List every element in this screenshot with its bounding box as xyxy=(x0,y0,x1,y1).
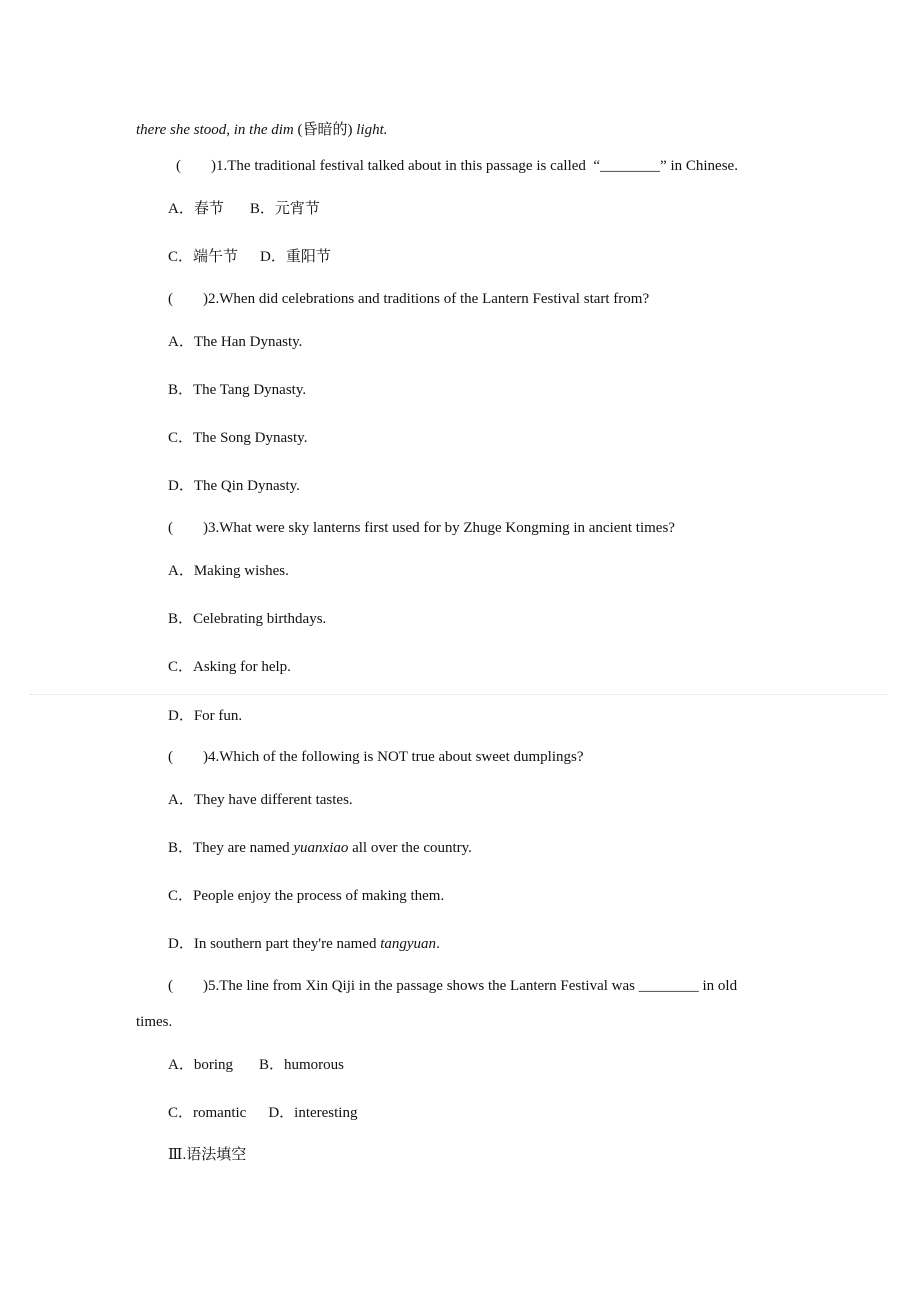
page-break xyxy=(30,694,888,695)
option-text: all over the country. xyxy=(348,840,472,856)
option-b: B．The Tang Dynasty. xyxy=(168,382,307,398)
options-cd xyxy=(168,1104,357,1122)
option-b xyxy=(168,839,472,857)
answer-blank: ( ) xyxy=(168,978,208,994)
question-2 xyxy=(168,290,649,308)
question-3 xyxy=(168,519,675,537)
option-a: A．boring xyxy=(168,1057,233,1073)
answer-blank: ( ) xyxy=(176,158,216,174)
question-text: 1.The traditional festival talked about in this passage is called “________” in Chinese. xyxy=(216,158,738,174)
option-text: . xyxy=(436,936,440,952)
option-a: A．The Han Dynasty. xyxy=(168,334,303,350)
option-c: C．romantic xyxy=(168,1105,247,1121)
option-c: C．The Song Dynasty. xyxy=(168,430,308,446)
option-d: D．重阳节 xyxy=(260,249,331,265)
option-c: C．端午节 xyxy=(168,249,239,265)
option-a: A．春节 xyxy=(168,201,224,217)
options-ab xyxy=(168,1056,344,1074)
italic-term: yuanxiao xyxy=(293,840,349,856)
question-text: 5.The line from Xin Qiji in the passage shows the Lantern Festival was ________ in old xyxy=(208,978,738,994)
options-ab xyxy=(168,200,320,218)
gloss: (昏暗的) xyxy=(297,122,357,138)
option-b: B．humorous xyxy=(259,1057,345,1073)
option-text: D．In southern part they're named xyxy=(168,936,381,952)
option-text: B．They are named xyxy=(168,840,294,856)
italic-term: tangyuan xyxy=(380,936,437,952)
question-5 xyxy=(168,977,737,995)
question-4 xyxy=(168,748,584,766)
option-d: D．interesting xyxy=(268,1105,358,1121)
intro-end: light. xyxy=(356,122,388,138)
option-d: D．The Qin Dynasty. xyxy=(168,478,300,494)
question-text: 2.When did celebrations and traditions of the Lantern Festival start from? xyxy=(208,291,650,307)
question-1 xyxy=(176,157,738,175)
answer-blank: ( ) xyxy=(168,749,208,765)
option-a: A．Making wishes. xyxy=(168,563,289,579)
question-text: 4.Which of the following is NOT true about sweet dumplings? xyxy=(208,749,584,765)
intro-text: there she stood, in the dim xyxy=(136,122,298,138)
option-d: D．For fun. xyxy=(168,708,243,724)
option-b: B．Celebrating birthdays. xyxy=(168,611,327,627)
question-text-continued: times. xyxy=(136,1014,173,1030)
option-d xyxy=(168,935,440,953)
intro-line xyxy=(136,121,388,139)
answer-blank: ( ) xyxy=(168,291,208,307)
section-heading: Ⅲ.语法填空 xyxy=(168,1147,247,1163)
option-b: B．元宵节 xyxy=(249,201,320,217)
option-a: A．They have different tastes. xyxy=(168,792,353,808)
option-c: C．Asking for help. xyxy=(168,659,291,675)
question-text: 3.What were sky lanterns first used for by Zhuge Kongming in ancient times? xyxy=(208,520,675,536)
option-c: C．People enjoy the process of making them. xyxy=(168,888,445,904)
options-cd xyxy=(168,248,331,266)
answer-blank: ( ) xyxy=(168,520,208,536)
